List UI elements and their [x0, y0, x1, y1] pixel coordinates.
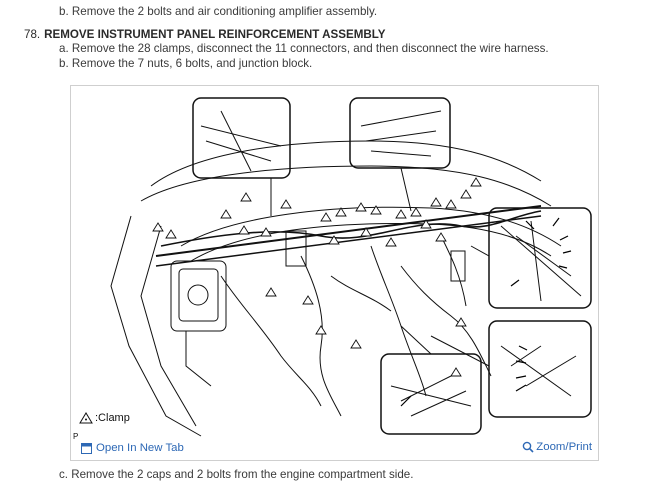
zoom-print-label: Zoom/Print — [536, 441, 592, 453]
legend-label: :Clamp — [95, 412, 130, 424]
step-b: b. Remove the 7 nuts, 6 bolts, and junction block. — [59, 57, 313, 70]
step-title: REMOVE INSTRUMENT PANEL REINFORCEMENT ASSEMBLY — [44, 28, 386, 41]
figure-corner-label: P — [73, 432, 79, 441]
zoom-print-link[interactable] — [522, 441, 592, 453]
open-in-new-tab-label: Open In New Tab — [96, 442, 184, 454]
figure — [70, 85, 599, 461]
step-c: c. Remove the 2 caps and 2 bolts from the engine compartment side. — [59, 468, 414, 481]
legend — [79, 412, 130, 424]
open-in-new-tab-link[interactable] — [81, 442, 184, 454]
figure-footer — [71, 438, 598, 460]
magnifier-icon — [522, 441, 534, 453]
step-heading — [24, 28, 386, 41]
step-number: 78. — [24, 28, 41, 41]
clamp-triangle-icon — [79, 412, 93, 424]
prev-step-b: b. Remove the 2 bolts and air conditioning amplifier assembly. — [59, 5, 378, 18]
instrument-panel-illustration[interactable] — [71, 86, 599, 440]
step-a: a. Remove the 28 clamps, disconnect the 11 connectors, and then disconnect the wire harness. — [59, 42, 549, 55]
open-tab-icon — [81, 443, 92, 454]
